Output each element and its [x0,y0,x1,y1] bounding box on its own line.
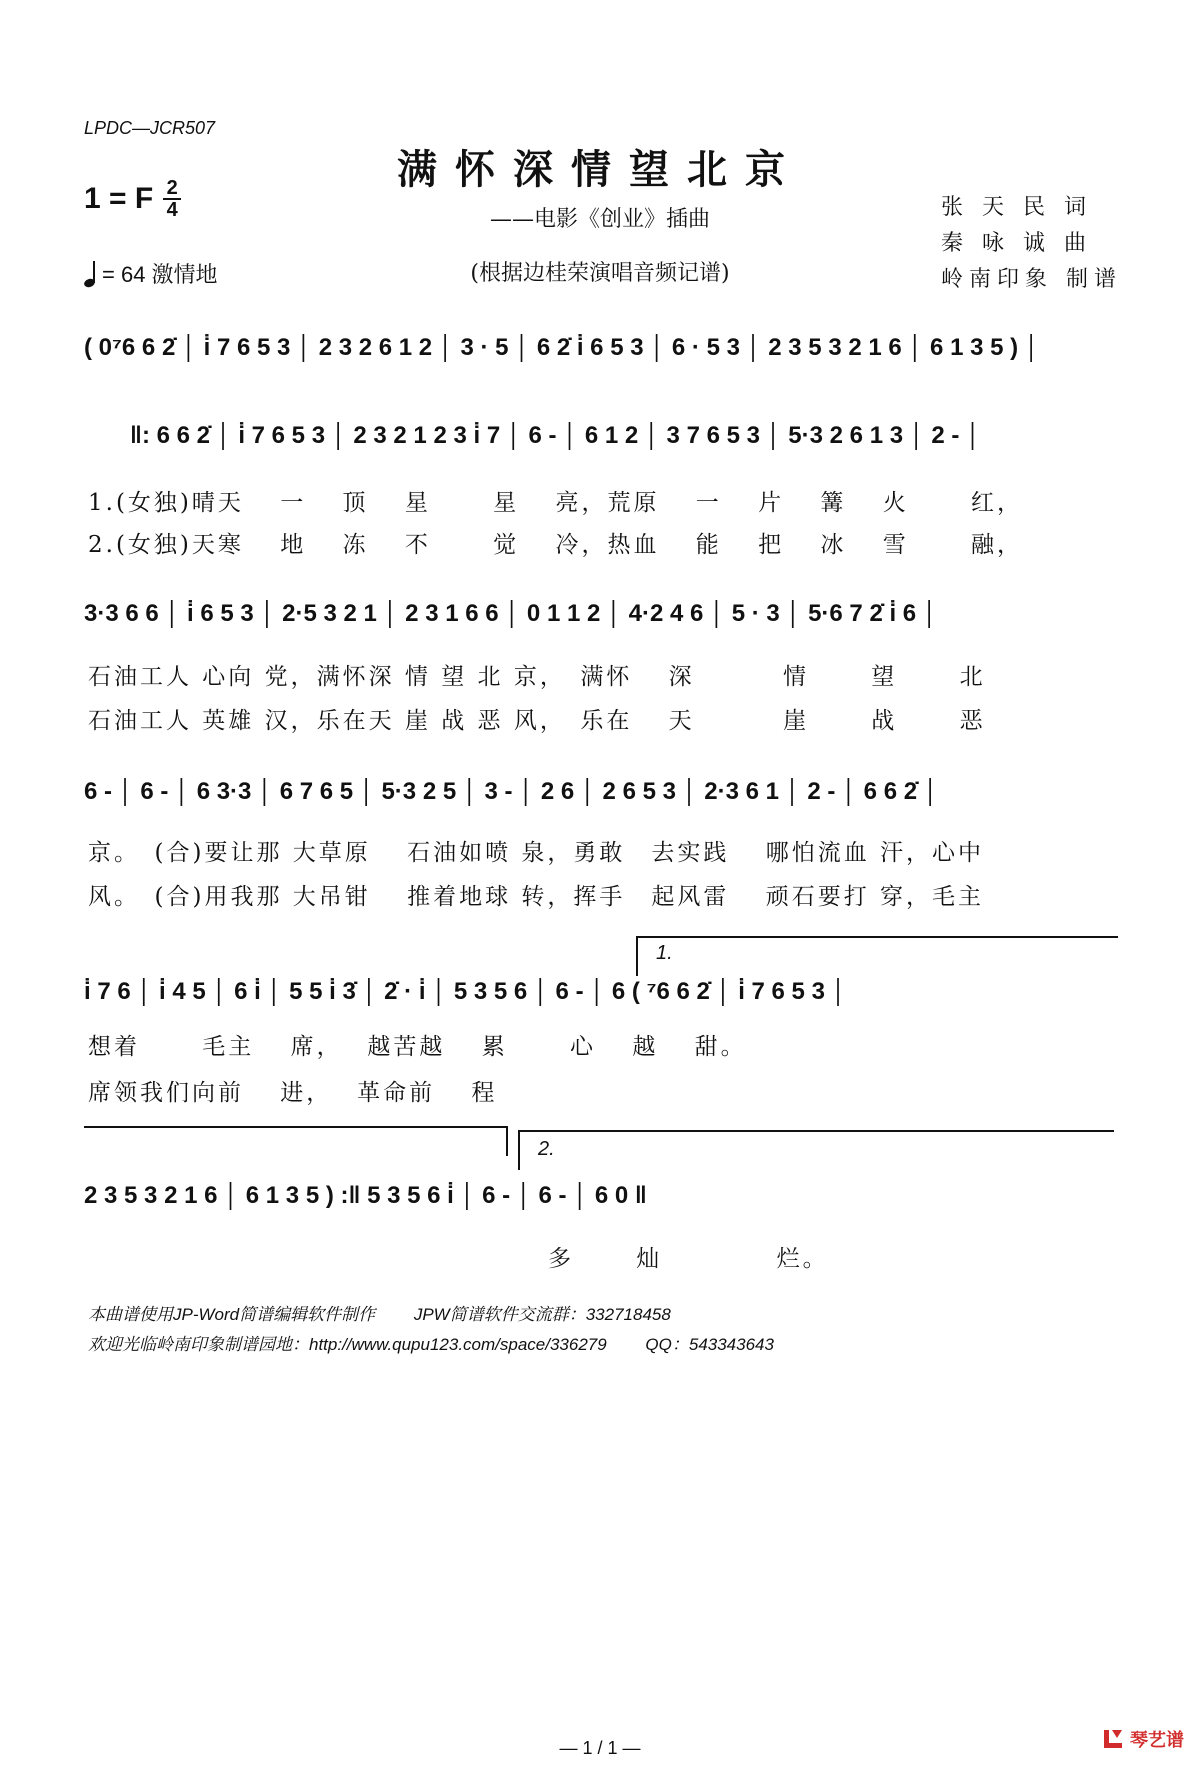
lyric-row-1-verse-2: 2.(女独)天寒 地 冻 不 觉 冷，热血 能 把 冰 雪 融， [88,532,1024,558]
brand-watermark [1100,1726,1184,1752]
tempo-text: = 64 激情地 [102,262,218,287]
footer-website-note: 欢迎光临岭南印象制谱园地：http://www.qupu123.com/space/336279 QQ：543343643 [88,1335,774,1354]
first-ending-end-tick [506,1126,508,1156]
page-number: — 1 / 1 — [559,1738,641,1758]
composer-credit: 秦 咏 诚 曲 [941,231,1092,256]
source-note: (根据边桂荣演唱音频记谱) [470,261,730,286]
page-title: 满怀深情望北京 [397,146,803,193]
second-ending-label: 2. [538,1138,555,1160]
second-ending-bracket [518,1130,1114,1132]
footer-software-note: 本曲谱使用JP-Word简谱编辑软件制作 JPW简谱软件交流群：332718458 [88,1305,671,1324]
lyric-row-2-verse-1: 石油工人 心向 党，满怀深 情 望 北 京， 满怀 深 情 望 北 [88,664,986,690]
notation-row-1: ‖: 6 6 2̇ │ i̇ 7 6 5 3 │ 2 3 2 1 2 3 i̇ 7 │ 6 - │ 6 1 2 │ 3 7 6 5 3 │ 5·3 2 6 1 3 │ 2 - │ [130,422,982,449]
credits [941,190,1122,298]
first-ending-label: 1. [656,942,673,964]
subtitle: ——电影《创业》插曲 [489,207,710,232]
time-denominator: 4 [166,199,178,221]
lyric-row-4-verse-2: 席领我们向前 进， 革命前 程 [88,1080,498,1106]
score-code: LPDC—JCR507 [84,118,216,138]
lyric-row-3-verse-2: 风。 (合)用我那 大吊钳 推着地球 转，挥手 起风雷 顽石要打 穿，毛主 [88,884,985,910]
lyric-row-5: 多 灿 烂。 [548,1246,829,1272]
notation-row-4: i̇ 7 6 │ i̇ 4 5 │ 6 i̇ │ 5 5 i̇ 3̇ │ 2̇ · i̇ │ 5 3 5 6 │ 6 - │ 6 ( ⁷6 6 2̇ │ i̇ 7 6 5 3 │ [84,978,847,1005]
first-ending-bracket [636,936,1118,938]
notation-row-intro: ( 0⁷6 6 2̇ │ i̇ 7 6 5 3 │ 2 3 2 6 1 2 │ 3 · 5 │ 6 2̇ i̇ 6 5 3 │ 6 · 5 3 │ 2 3 5 3 2 1 6 │ 6 1 3 5 ) │ [84,334,1040,361]
time-numerator: 2 [166,177,178,199]
notation-row-5: 2 3 5 3 2 1 6 │ 6 1 3 5 ) :‖ 5 3 5 6 i̇ │ 6 - │ 6 - │ 6 0 ‖ [84,1182,647,1209]
brand-name: 琴艺谱 [1130,1730,1184,1751]
second-ending-tick [518,1130,520,1170]
notation-row-3: 6 - │ 6 - │ 6 3·3 │ 6 7 6 5 │ 5·3 2 5 │ 3 - │ 2 6 │ 2 6 5 3 │ 2·3 6 1 │ 2 - │ 6 6 2̇ │ [84,778,939,805]
key-label: 1 = F [84,182,154,215]
lyric-row-4-verse-1: 想着 毛主 席， 越苦越 累 心 越 甜。 [88,1034,747,1060]
notation-row-2: 3·3 6 6 │ i̇ 6 5 3 │ 2·5 3 2 1 │ 2 3 1 6 6 │ 0 1 1 2 │ 4·2 4 6 │ 5 · 3 │ 5·6 7 2̇ i̇ 6 │ [84,600,938,627]
lyric-row-1-verse-1: 1.(女独)晴天 一 顶 星 星 亮，荒原 一 片 篝 火 红， [88,490,1024,516]
lyric-row-2-verse-2: 石油工人 英雄 汉，乐在天 崖 战 恶 风， 乐在 天 崖 战 恶 [88,708,986,734]
lyricist-credit: 张 天 民 词 [941,195,1092,220]
brand-logo-icon [1100,1726,1126,1752]
first-ending-bracket-continued [84,1126,508,1128]
lyric-row-3-verse-1: 京。 (合)要让那 大草原 石油如喷 泉，勇敢 去实践 哪怕流血 汗，心中 [88,840,985,866]
first-ending-tick [636,936,638,976]
arranger-credit: 岭南印象 制谱 [941,267,1122,292]
